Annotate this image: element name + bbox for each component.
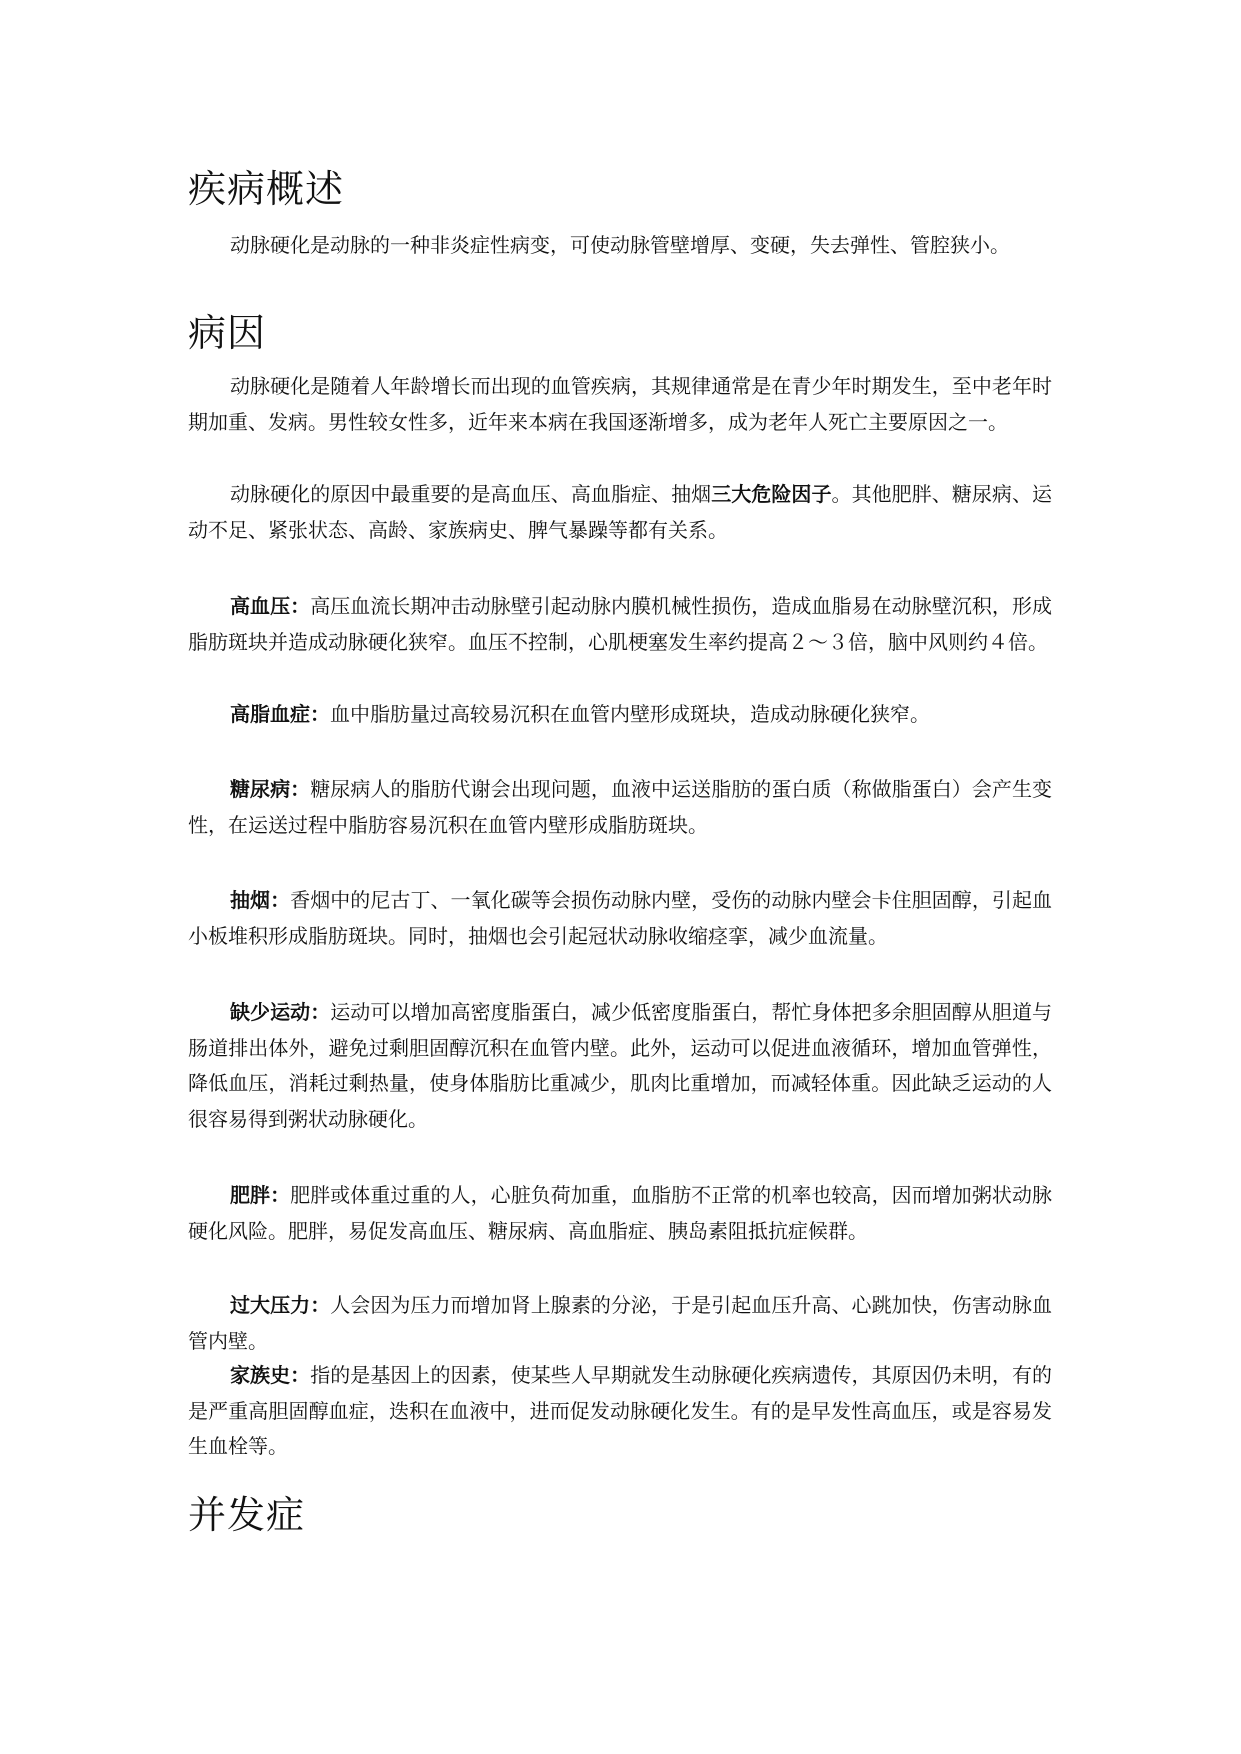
cause-text-before: 动脉硬化的原因中最重要的是高血压、高血脂症、抽烟: [230, 482, 712, 506]
factor-label: 缺少运动：: [230, 1000, 331, 1024]
cause-paragraph-1: 动脉硬化是随着人年龄增长而出现的血管疾病，其规律通常是在青少年时期发生，至中老年时期加重、发病。男性较女性多，近年来本病在我国逐渐增多，成为老年人死亡主要原因之一。: [188, 374, 1052, 434]
factor-diabetes: [188, 772, 1052, 843]
factor-text: 人会因为压力而增加肾上腺素的分泌，于是引起血压升高、心跳加快，伤害动脉血管内壁。: [188, 1293, 1052, 1353]
factor-obesity: [188, 1178, 1052, 1249]
factor-label: 家族史：: [230, 1363, 311, 1387]
heading-complications: 并发症: [188, 1493, 306, 1537]
factor-label: 过大压力：: [230, 1293, 331, 1317]
overview-paragraph: 动脉硬化是动脉的一种非炎症性病变，可使动脉管壁增厚、变硬，失去弹性、管腔狭小。: [230, 233, 1010, 257]
factor-family-history: [188, 1358, 1052, 1465]
factor-text: 糖尿病人的脂肪代谢会出现问题，血液中运送脂肪的蛋白质（称做脂蛋白）会产生变性，在运送过程中脂肪容易沉积在血管内壁形成脂肪斑块。: [188, 777, 1053, 837]
factor-text: 指的是基因上的因素，使某些人早期就发生动脉硬化疾病遗传，其原因仍未明，有的是严重高胆固醇血症，迭积在血液中，进而促发动脉硬化发生。有的是早发性高血压，或是容易发生血栓等。: [188, 1363, 1053, 1458]
factor-label: 高血压：: [230, 594, 311, 618]
factor-text: 高压血流长期冲击动脉壁引起动脉内膜机械性损伤，造成血脂易在动脉壁沉积，形成脂肪斑块并造成动脉硬化狭窄。血压不控制，心肌梗塞发生率约提高２～３倍，脑中风则约４倍。: [188, 594, 1053, 654]
factor-hyperlipidemia: [188, 697, 1052, 733]
factor-text: 肥胖或体重过重的人，心脏负荷加重，血脂肪不正常的机率也较高，因而增加粥状动脉硬化风险。肥胖，易促发高血压、糖尿病、高血脂症、胰岛素阻抵抗症候群。: [188, 1183, 1053, 1243]
factor-smoking: [188, 883, 1052, 954]
factor-lack-of-exercise: [188, 995, 1052, 1137]
risk-factors-emphasis: 三大危险因子: [711, 482, 832, 506]
factor-label: 肥胖：: [230, 1183, 291, 1207]
factor-label: 高脂血症：: [230, 702, 330, 726]
factor-label: 糖尿病：: [230, 777, 311, 801]
factor-label: 抽烟：: [230, 888, 291, 912]
factor-text: 血中脂肪量过高较易沉积在血管内壁形成斑块，造成动脉硬化狭窄。: [330, 702, 930, 726]
cause-text-after: 。其他肥胖、糖尿病、运动不足、紧张状态、高龄、家族病史、脾气暴躁等都有关系。: [188, 482, 1053, 542]
factor-stress: [188, 1288, 1052, 1359]
factor-text: 香烟中的尼古丁、一氧化碳等会损伤动脉内壁，受伤的动脉内壁会卡住胆固醇，引起血小板堆积形成脂肪斑块。同时，抽烟也会引起冠状动脉收缩痉挛，减少血流量。: [188, 888, 1053, 948]
factor-hypertension: [188, 589, 1052, 660]
factor-text: 运动可以增加高密度脂蛋白，减少低密度脂蛋白，帮忙身体把多余胆固醇从胆道与肠道排出体外，避免过剩胆固醇沉积在血管内壁。此外，运动可以促进血液循环，增加血管弹性，降低血压，消耗过剩热量，使身体脂肪比重减少，肌肉比重增加，而减轻体重。因此缺乏运动的人很容易得到粥状动脉硬化。: [188, 1000, 1052, 1131]
heading-overview: 疾病概述: [188, 167, 345, 211]
cause-paragraph-2: [188, 477, 1052, 548]
heading-cause: 病因: [188, 311, 267, 355]
